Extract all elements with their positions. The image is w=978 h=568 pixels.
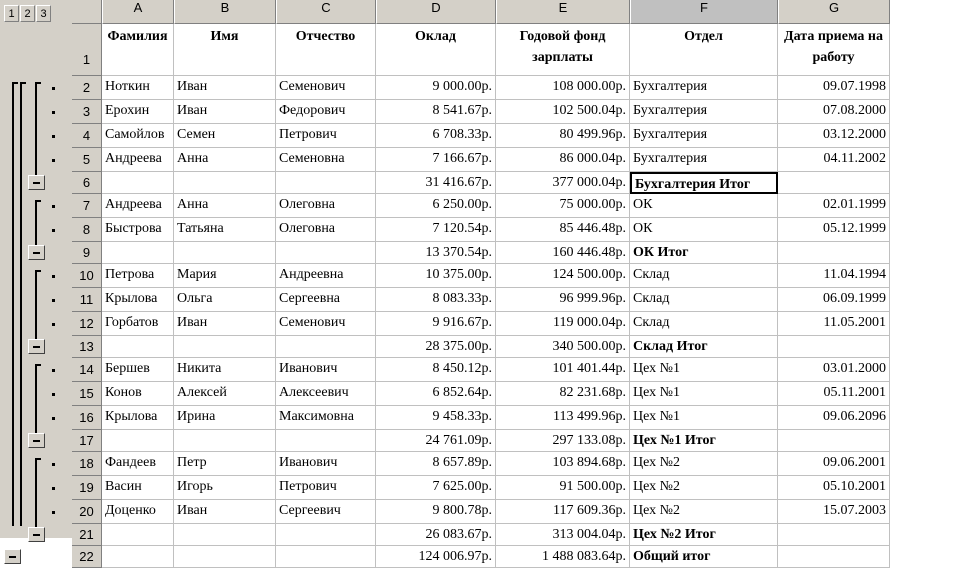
- row-header[interactable]: 18: [72, 452, 102, 476]
- group-bracket: [35, 82, 41, 176]
- outer-group-bracket: [12, 82, 18, 526]
- cell-e[interactable]: 101 401.44р.: [496, 358, 630, 382]
- column-title-d: Оклад: [376, 24, 496, 76]
- cell-g[interactable]: 09.06.2096: [778, 406, 890, 430]
- outline-level-2-button[interactable]: 2: [20, 5, 35, 22]
- cell-a[interactable]: Ерохин: [102, 100, 174, 124]
- cell-e[interactable]: 80 499.96р.: [496, 124, 630, 148]
- cell-f[interactable]: Цех №2: [630, 500, 778, 524]
- outline-dot: [52, 205, 55, 208]
- cell-f[interactable]: Цех №2 Итог: [630, 524, 778, 546]
- group-bracket: [35, 200, 41, 246]
- cell-f[interactable]: Цех №1: [630, 406, 778, 430]
- cell-b[interactable]: Иван: [174, 312, 276, 336]
- collapse-group-button[interactable]: [28, 433, 45, 448]
- cell-d[interactable]: 8 450.12р.: [376, 358, 496, 382]
- cell-e[interactable]: 86 000.04р.: [496, 148, 630, 172]
- cell-a[interactable]: Петрова: [102, 264, 174, 288]
- row-header[interactable]: 19: [72, 476, 102, 500]
- cell-f[interactable]: Бухгалтерия: [630, 100, 778, 124]
- cell-b[interactable]: Ольга: [174, 288, 276, 312]
- collapse-group-button[interactable]: [28, 175, 45, 190]
- cell-b[interactable]: [174, 242, 276, 264]
- cell-e[interactable]: 102 500.04р.: [496, 100, 630, 124]
- cell-d[interactable]: 124 006.97р.: [376, 546, 496, 568]
- cell-b[interactable]: Татьяна: [174, 218, 276, 242]
- cell-e[interactable]: 119 000.04р.: [496, 312, 630, 336]
- cell-g[interactable]: 15.07.2003: [778, 500, 890, 524]
- cell-e[interactable]: 85 446.48р.: [496, 218, 630, 242]
- row-header[interactable]: 1: [72, 24, 102, 76]
- cell-g[interactable]: [778, 430, 890, 452]
- row-header[interactable]: 10: [72, 264, 102, 288]
- column-header-bar: [72, 0, 978, 24]
- cell-e[interactable]: 340 500.00р.: [496, 336, 630, 358]
- outline-dot: [52, 135, 55, 138]
- cell-g[interactable]: 05.12.1999: [778, 218, 890, 242]
- cell-f[interactable]: Бухгалтерия: [630, 148, 778, 172]
- selected-cell-f6[interactable]: Бухгалтерия Итог: [630, 172, 778, 194]
- cell-d[interactable]: 7 120.54р.: [376, 218, 496, 242]
- cell-c[interactable]: [276, 430, 376, 452]
- cell-e[interactable]: 113 499.96р.: [496, 406, 630, 430]
- row-header[interactable]: 9: [72, 242, 102, 264]
- cell-b[interactable]: Иван: [174, 76, 276, 100]
- cell-g[interactable]: 06.09.1999: [778, 288, 890, 312]
- cell-d[interactable]: 28 375.00р.: [376, 336, 496, 358]
- collapse-group-button[interactable]: [28, 527, 45, 542]
- cell-f[interactable]: Склад: [630, 312, 778, 336]
- cell-e[interactable]: 82 231.68р.: [496, 382, 630, 406]
- cell-e[interactable]: 1 488 083.64р.: [496, 546, 630, 568]
- cell-e[interactable]: 313 004.04р.: [496, 524, 630, 546]
- cell-c[interactable]: Алексеевич: [276, 382, 376, 406]
- select-all-corner[interactable]: [72, 0, 102, 24]
- cell-a[interactable]: Крылова: [102, 288, 174, 312]
- cell-g[interactable]: 03.12.2000: [778, 124, 890, 148]
- cell-f[interactable]: ОК Итог: [630, 242, 778, 264]
- column-header-a[interactable]: A: [102, 0, 174, 24]
- cell-e[interactable]: 75 000.00р.: [496, 194, 630, 218]
- cell-c[interactable]: Олеговна: [276, 194, 376, 218]
- row-header[interactable]: 17: [72, 430, 102, 452]
- cell-a[interactable]: [102, 546, 174, 568]
- row-header[interactable]: 2: [72, 76, 102, 100]
- cell-c[interactable]: Федорович: [276, 100, 376, 124]
- cell-b[interactable]: Петр: [174, 452, 276, 476]
- group-bracket: [35, 364, 41, 434]
- cell-d[interactable]: 24 761.09р.: [376, 430, 496, 452]
- cell-g[interactable]: 11.05.2001: [778, 312, 890, 336]
- row-header[interactable]: 22: [72, 546, 102, 568]
- cell-b[interactable]: [174, 172, 276, 194]
- cell-a[interactable]: [102, 430, 174, 452]
- cell-c[interactable]: [276, 546, 376, 568]
- cell-b[interactable]: Игорь: [174, 476, 276, 500]
- outline-dot: [52, 369, 55, 372]
- cell-f[interactable]: Склад Итог: [630, 336, 778, 358]
- row-header[interactable]: 13: [72, 336, 102, 358]
- cell-g[interactable]: [778, 524, 890, 546]
- cell-f[interactable]: Цех №2: [630, 452, 778, 476]
- cell-d[interactable]: 9 916.67р.: [376, 312, 496, 336]
- row-header[interactable]: 20: [72, 500, 102, 524]
- cell-d[interactable]: 7 166.67р.: [376, 148, 496, 172]
- cell-c[interactable]: [276, 242, 376, 264]
- outline-dot: [52, 463, 55, 466]
- cell-a[interactable]: [102, 336, 174, 358]
- cell-b[interactable]: Алексей: [174, 382, 276, 406]
- cell-c[interactable]: [276, 336, 376, 358]
- cell-f[interactable]: ОК: [630, 194, 778, 218]
- row-header[interactable]: 8: [72, 218, 102, 242]
- row-header[interactable]: 4: [72, 124, 102, 148]
- cell-e[interactable]: 103 894.68р.: [496, 452, 630, 476]
- cell-f[interactable]: Склад: [630, 288, 778, 312]
- row-header[interactable]: 6: [72, 172, 102, 194]
- cell-f[interactable]: Цех №1: [630, 382, 778, 406]
- group-bracket: [35, 458, 41, 528]
- cell-b[interactable]: Мария: [174, 264, 276, 288]
- cell-a[interactable]: Андреева: [102, 194, 174, 218]
- cell-g[interactable]: 02.01.1999: [778, 194, 890, 218]
- cell-c[interactable]: Андреевна: [276, 264, 376, 288]
- cell-g[interactable]: 09.06.2001: [778, 452, 890, 476]
- outline-dot: [52, 487, 55, 490]
- column-header-e[interactable]: E: [496, 0, 630, 24]
- cell-g[interactable]: [778, 336, 890, 358]
- cell-b[interactable]: [174, 336, 276, 358]
- cell-a[interactable]: [102, 242, 174, 264]
- cell-d[interactable]: 7 625.00р.: [376, 476, 496, 500]
- cell-e[interactable]: 91 500.00р.: [496, 476, 630, 500]
- cell-a[interactable]: Крылова: [102, 406, 174, 430]
- cell-d[interactable]: 31 416.67р.: [376, 172, 496, 194]
- row-header[interactable]: 5: [72, 148, 102, 172]
- spreadsheet-grid: [72, 0, 978, 564]
- cell-f[interactable]: Склад: [630, 264, 778, 288]
- cell-g[interactable]: 07.08.2000: [778, 100, 890, 124]
- cell-e[interactable]: 124 500.00р.: [496, 264, 630, 288]
- cell-d[interactable]: 26 083.67р.: [376, 524, 496, 546]
- outline-dot: [52, 417, 55, 420]
- column-title-g: Дата приема на работу: [778, 24, 890, 76]
- collapse-outer-group-button[interactable]: [4, 549, 21, 564]
- outline-panel: [0, 0, 72, 538]
- row-header[interactable]: 7: [72, 194, 102, 218]
- cell-c[interactable]: Сергеевич: [276, 500, 376, 524]
- cell-c[interactable]: Иванович: [276, 358, 376, 382]
- cell-e[interactable]: 377 000.04р.: [496, 172, 630, 194]
- cell-a[interactable]: Самойлов: [102, 124, 174, 148]
- column-title-e: Годовой фонд зарплаты: [496, 24, 630, 76]
- cell-e[interactable]: 117 609.36р.: [496, 500, 630, 524]
- cell-b[interactable]: Иван: [174, 500, 276, 524]
- row-header[interactable]: 21: [72, 524, 102, 546]
- cell-e[interactable]: 96 999.96р.: [496, 288, 630, 312]
- cell-a[interactable]: [102, 524, 174, 546]
- cell-f[interactable]: Бухгалтерия: [630, 124, 778, 148]
- column-header-g[interactable]: G: [778, 0, 890, 24]
- cell-a[interactable]: Ноткин: [102, 76, 174, 100]
- cell-b[interactable]: Анна: [174, 194, 276, 218]
- cell-c[interactable]: Семенович: [276, 76, 376, 100]
- cell-c[interactable]: Максимовна: [276, 406, 376, 430]
- cell-b[interactable]: [174, 430, 276, 452]
- cell-a[interactable]: Васин: [102, 476, 174, 500]
- outline-dot: [52, 393, 55, 396]
- cell-a[interactable]: Андреева: [102, 148, 174, 172]
- cell-a[interactable]: Бершев: [102, 358, 174, 382]
- cell-g[interactable]: [778, 172, 890, 194]
- cell-c[interactable]: Сергеевна: [276, 288, 376, 312]
- cell-d[interactable]: 9 800.78р.: [376, 500, 496, 524]
- cell-f[interactable]: Цех №2: [630, 476, 778, 500]
- row-header[interactable]: 14: [72, 358, 102, 382]
- column-title-f: Отдел: [630, 24, 778, 76]
- cell-g[interactable]: 03.01.2000: [778, 358, 890, 382]
- cell-d[interactable]: 9 000.00р.: [376, 76, 496, 100]
- cell-e[interactable]: 108 000.00р.: [496, 76, 630, 100]
- column-header-c[interactable]: C: [276, 0, 376, 24]
- cell-c[interactable]: Петрович: [276, 124, 376, 148]
- cell-b[interactable]: Ирина: [174, 406, 276, 430]
- outline-dot: [52, 323, 55, 326]
- outline-dot: [52, 111, 55, 114]
- cell-a[interactable]: [102, 172, 174, 194]
- cell-d[interactable]: 6 708.33р.: [376, 124, 496, 148]
- row-header[interactable]: 12: [72, 312, 102, 336]
- cell-f[interactable]: Общий итог: [630, 546, 778, 568]
- outline-level-1-button[interactable]: 1: [4, 5, 19, 22]
- cell-g[interactable]: 05.11.2001: [778, 382, 890, 406]
- cell-c[interactable]: Иванович: [276, 452, 376, 476]
- cell-b[interactable]: [174, 546, 276, 568]
- cell-g[interactable]: 04.11.2002: [778, 148, 890, 172]
- cell-f[interactable]: Бухгалтерия: [630, 76, 778, 100]
- cell-c[interactable]: Семеновна: [276, 148, 376, 172]
- cell-a[interactable]: Фандеев: [102, 452, 174, 476]
- cell-b[interactable]: Анна: [174, 148, 276, 172]
- cell-f[interactable]: ОК: [630, 218, 778, 242]
- column-title-b: Имя: [174, 24, 276, 76]
- cell-c[interactable]: Семенович: [276, 312, 376, 336]
- cell-a[interactable]: Конов: [102, 382, 174, 406]
- cell-a[interactable]: Доценко: [102, 500, 174, 524]
- cell-b[interactable]: Семен: [174, 124, 276, 148]
- outer-group-bracket-inner: [20, 82, 26, 526]
- collapse-group-button[interactable]: [28, 339, 45, 354]
- cell-d[interactable]: 13 370.54р.: [376, 242, 496, 264]
- column-header-b[interactable]: B: [174, 0, 276, 24]
- cell-b[interactable]: [174, 524, 276, 546]
- cell-a[interactable]: Быстрова: [102, 218, 174, 242]
- outline-dot: [52, 511, 55, 514]
- outline-level-3-button[interactable]: 3: [36, 5, 51, 22]
- column-title-c: Отчество: [276, 24, 376, 76]
- outline-dot: [52, 275, 55, 278]
- outline-dot: [52, 299, 55, 302]
- cell-d[interactable]: 8 083.33р.: [376, 288, 496, 312]
- cell-c[interactable]: Петрович: [276, 476, 376, 500]
- cell-d[interactable]: 8 541.67р.: [376, 100, 496, 124]
- cell-c[interactable]: [276, 172, 376, 194]
- cell-b[interactable]: Никита: [174, 358, 276, 382]
- collapse-group-button[interactable]: [28, 245, 45, 260]
- cell-g[interactable]: 05.10.2001: [778, 476, 890, 500]
- outline-dot: [52, 87, 55, 90]
- column-header-f[interactable]: F: [630, 0, 778, 24]
- outline-dot: [52, 159, 55, 162]
- cell-e[interactable]: 160 446.48р.: [496, 242, 630, 264]
- row-header[interactable]: 15: [72, 382, 102, 406]
- cell-d[interactable]: 6 852.64р.: [376, 382, 496, 406]
- cell-b[interactable]: Иван: [174, 100, 276, 124]
- cell-g[interactable]: 09.07.1998: [778, 76, 890, 100]
- cell-g[interactable]: [778, 546, 890, 568]
- cell-e[interactable]: 297 133.08р.: [496, 430, 630, 452]
- cell-c[interactable]: Олеговна: [276, 218, 376, 242]
- outline-dot: [52, 229, 55, 232]
- cell-d[interactable]: 9 458.33р.: [376, 406, 496, 430]
- row-header[interactable]: 11: [72, 288, 102, 312]
- group-bracket: [35, 270, 41, 340]
- row-header[interactable]: 3: [72, 100, 102, 124]
- cell-g[interactable]: 11.04.1994: [778, 264, 890, 288]
- cell-d[interactable]: 10 375.00р.: [376, 264, 496, 288]
- cell-a[interactable]: Горбатов: [102, 312, 174, 336]
- column-title-a: Фамилия: [102, 24, 174, 76]
- cell-f[interactable]: Цех №1: [630, 358, 778, 382]
- cell-d[interactable]: 8 657.89р.: [376, 452, 496, 476]
- column-header-d[interactable]: D: [376, 0, 496, 24]
- cell-g[interactable]: [778, 242, 890, 264]
- cell-f[interactable]: Цех №1 Итог: [630, 430, 778, 452]
- cell-d[interactable]: 6 250.00р.: [376, 194, 496, 218]
- row-header[interactable]: 16: [72, 406, 102, 430]
- cell-c[interactable]: [276, 524, 376, 546]
